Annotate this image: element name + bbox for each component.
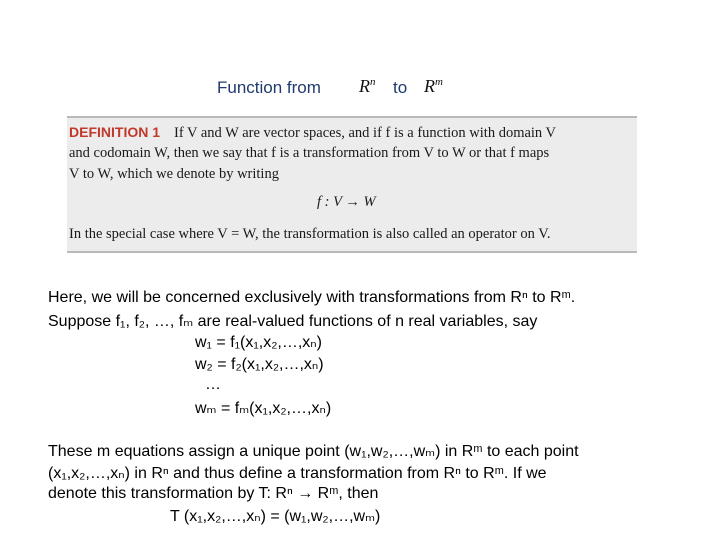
title-codomain-math: $R^m$ xyxy=(424,76,443,96)
equation-w1: w₁ = f₁(x₁,x₂,…,xₙ) xyxy=(195,334,323,351)
definition-line-1 xyxy=(69,124,556,142)
title-text-to: to xyxy=(393,78,408,97)
definition-text-1: If V and W are vector spaces, and if f is a function with domain V xyxy=(174,125,557,141)
equation-w2: w₂ = f₂(x₁,x₂,…,xₙ) xyxy=(195,356,324,373)
transformation-equation: T (x₁,x₂,…,xₙ) = (w₁,w₂,…,wₘ) xyxy=(170,508,381,525)
equation-ellipsis: … xyxy=(205,376,221,393)
body-paragraph-4: (x₁,x₂,…,xₙ) in Rⁿ and thus define a transformation from Rⁿ to Rᵐ. If we xyxy=(48,465,547,482)
definition-line-3: V to W, which we denote by writing xyxy=(69,166,279,182)
definition-heading: DEFINITION 1 xyxy=(69,124,161,140)
body-paragraph-2: Suppose f₁, f₂, …, fₘ are real-valued functions of n real variables, say xyxy=(48,313,538,330)
title-domain-math: $R^n$ xyxy=(359,76,376,96)
title-text-function-from: Function from xyxy=(217,78,321,97)
body-paragraph-5: denote this transformation by T: Rⁿ → Rᵐ, then xyxy=(48,485,379,502)
body-paragraph-3: These m equations assign a unique point (w₁,w₂,…,wₘ) in Rᵐ to each point xyxy=(48,443,579,460)
definition-line-2: and codomain W, then we say that f is a transformation from V to W or that f maps xyxy=(69,145,550,161)
equation-wm: wₘ = fₘ(x₁,x₂,…,xₙ) xyxy=(195,400,332,417)
body-paragraph-1: Here, we will be concerned exclusively with transformations from Rⁿ to Rᵐ. xyxy=(48,289,576,306)
definition-box xyxy=(67,116,637,253)
definition-line-5: In the special case where V = W, the transformation is also called an operator on V. xyxy=(69,226,551,242)
definition-formula: f : V → W xyxy=(317,194,376,210)
